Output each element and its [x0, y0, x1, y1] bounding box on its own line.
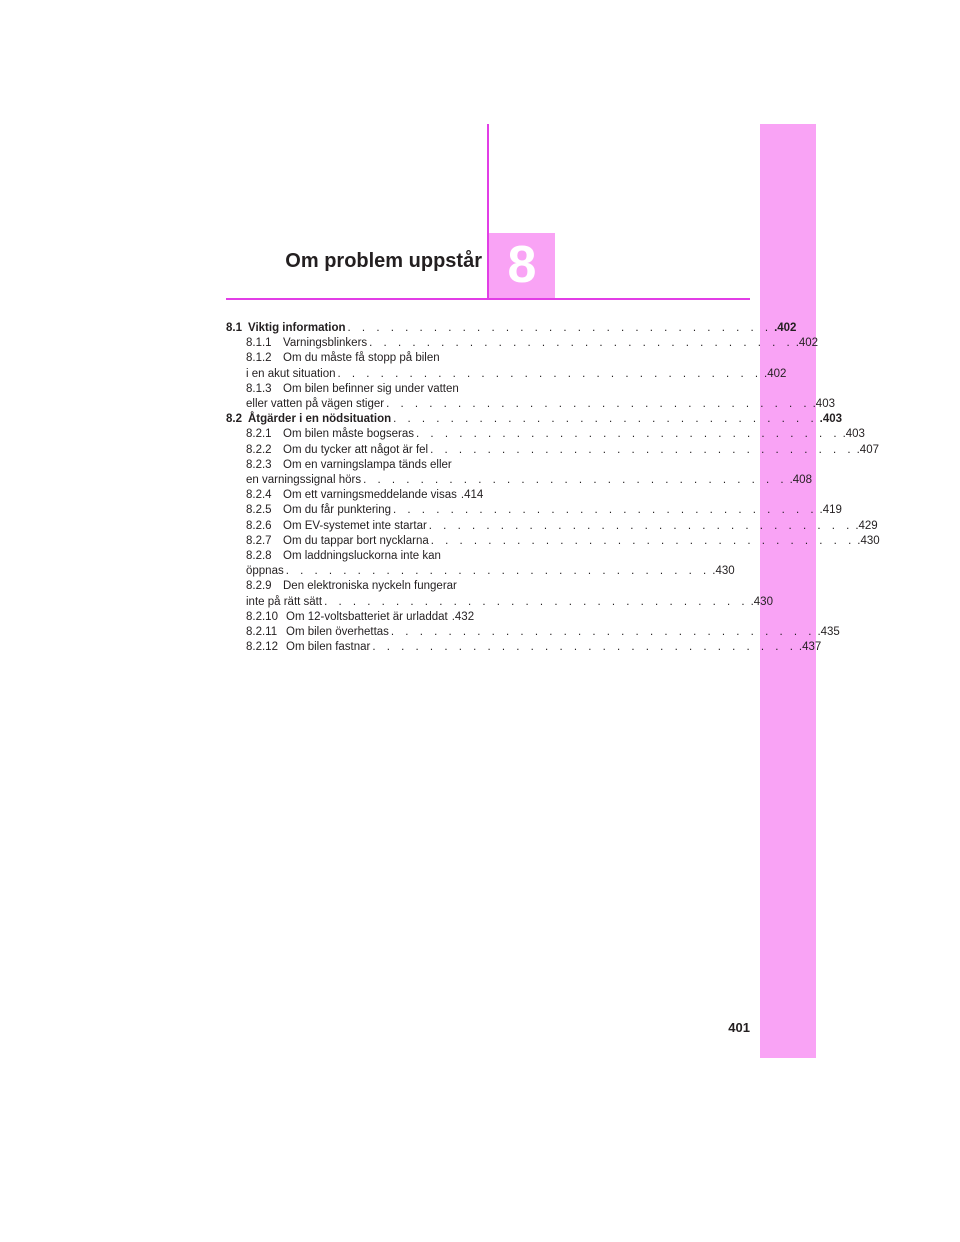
chapter-tab-strip	[760, 124, 819, 1058]
toc-entry-number: 8.2.2	[246, 443, 272, 456]
toc-entry-title: en varningssignal hörs	[246, 474, 362, 487]
toc-entry[interactable]	[226, 503, 842, 518]
toc-entry-title: Om 12-voltsbatteriet är urladdat	[286, 610, 448, 623]
toc-leader-dots: . . . . . . . . . . . . . . . . . . . . . . . . . . . . . .	[390, 626, 816, 639]
header-horizontal-rule	[226, 298, 750, 300]
toc-entry[interactable]	[226, 321, 797, 336]
toc-entry-number: 8.2.1	[246, 428, 272, 441]
toc-entry[interactable]	[226, 549, 735, 579]
toc-entry-page: .403	[812, 398, 835, 411]
toc-leader-dots: . . . . . . . . . . . . . . . . . . . . . . . . . . . . . .	[337, 367, 763, 380]
toc-entry-title: Om bilen överhettas	[286, 626, 389, 639]
toc-entry-title: Om du måste få stopp på bilen	[283, 352, 440, 365]
toc-entry-number: 8.2.7	[246, 534, 272, 547]
toc-entry-title: Om du får punktering	[283, 504, 392, 517]
toc-entry-number: 8.1.1	[246, 337, 272, 350]
toc-entry-title: Om bilen fastnar	[286, 641, 371, 654]
toc-leader-dots: . . . . . . . . . . . . . . . . . . . . . . . . . . . . . .	[324, 595, 749, 608]
toc-entry[interactable]	[226, 640, 822, 655]
toc-leader-dots: . . . . . . . . . . . . . . . . . . . . . . . . . . . . . .	[416, 428, 841, 441]
toc-entry-page: .407	[856, 443, 879, 456]
toc-leader-dots: . . . . . . . . . . . . . . . . . . . . . . . . . . . . . .	[347, 322, 773, 334]
toc-leader-dots: . . . . . . . . . . . . . . . . . . . . . . . . . . . . . .	[428, 519, 854, 532]
toc-entry-page: .402	[795, 337, 819, 350]
toc-entry-title: Varningsblinkers	[283, 337, 368, 350]
toc-entry-title: Om bilen befinner sig under vatten	[283, 382, 459, 395]
toc-leader-dots: . . . . . . . . . . . . . . . . . . . . . . . . . . . . . .	[430, 443, 855, 456]
toc-entry-page: .408	[789, 474, 812, 487]
toc-entry[interactable]	[226, 488, 484, 503]
toc-entry-title: i en akut situation	[246, 367, 336, 380]
toc-entry[interactable]	[226, 625, 840, 640]
toc-entry-number: 8.2.10	[246, 610, 278, 623]
toc-entry-number: 8.2.12	[246, 641, 278, 654]
toc-leader-dots: . . . . . . . . . . . . . . . . . . . . . . . . . . . . . .	[393, 413, 818, 426]
toc-entry-page: .430	[712, 565, 735, 578]
toc-entry-number: 8.2.3	[246, 458, 272, 471]
chapter-number-box: 8	[489, 233, 555, 298]
toc-entry-title: Om ett varningsmeddelande visas	[283, 489, 457, 502]
toc-entry[interactable]	[226, 427, 865, 442]
toc-entry-page: .402	[764, 367, 787, 380]
toc-entry-number: 8.2.5	[246, 504, 272, 517]
toc-entry[interactable]	[226, 443, 879, 458]
toc-entry[interactable]	[226, 534, 880, 549]
toc-entry[interactable]	[226, 579, 773, 609]
toc-entry-title: Viktig information	[248, 322, 346, 334]
toc-leader-dots: . . . . . . . . . . . . . . . . . . . . . . . . . . . . . .	[430, 534, 856, 547]
toc-entry-page: .437	[798, 641, 822, 654]
toc-entry-number: 8.1.2	[246, 352, 272, 365]
toc-entry[interactable]	[226, 412, 843, 427]
toc-entry-page: .414	[460, 489, 484, 502]
toc-entry-number: 8.2.9	[246, 580, 272, 593]
toc-entry-title: öppnas	[246, 565, 284, 578]
toc-entry-page: .419	[819, 504, 842, 517]
toc-entry[interactable]	[226, 458, 812, 488]
toc-entry-title: Om EV-systemet inte startar	[283, 519, 427, 532]
toc-entry[interactable]	[226, 382, 835, 412]
toc-entry[interactable]	[226, 336, 819, 351]
toc-entry-title: Om bilen måste bogseras	[283, 428, 415, 441]
toc-leader-dots: . . . . . . . . . . . . . . . . . . . . . . . . . . . . . .	[386, 398, 811, 411]
toc-entry-number: 8.2.11	[246, 626, 278, 639]
toc-entry-page: .432	[451, 610, 475, 623]
toc-entry-number: 8.2.6	[246, 519, 272, 532]
toc-entry-title: Om laddningsluckorna inte kan	[283, 550, 441, 563]
toc-leader-dots: . . . . . . . . . . . . . . . . . . . . . . . . . . . . . .	[369, 337, 794, 350]
toc-entry-title: Om du tycker att något är fel	[283, 443, 429, 456]
page-number: 401	[728, 1020, 750, 1035]
toc-leader-dots: . . . . . . . . . . . . . . . . . . . . . . . . . . . . . .	[285, 565, 711, 578]
toc-entry-title: Åtgärder i en nödsituation	[248, 413, 392, 426]
toc-entry-page: .430	[750, 595, 773, 608]
toc-entry-title: Om du tappar bort nycklarna	[283, 534, 429, 547]
toc-entry-number: 8.2.8	[246, 550, 272, 563]
toc-entry-page: .402	[774, 322, 797, 334]
toc-leader-dots: . . . . . . . . . . . . . . . . . . . . . . . . . . . . . .	[372, 641, 797, 654]
toc-entry[interactable]	[226, 519, 878, 534]
table-of-contents	[226, 321, 880, 655]
toc-entry-page: .429	[855, 519, 878, 532]
toc-entry-number: 8.2.4	[246, 489, 272, 502]
chapter-title: Om problem uppstår	[285, 250, 482, 272]
toc-leader-dots: . . . . . . . . . . . . . . . . . . . . . . . . . . . . . .	[393, 504, 818, 517]
toc-entry-number: 8.1	[226, 322, 242, 334]
toc-entry-page: .435	[817, 626, 840, 639]
toc-entry-title: inte på rätt sätt	[246, 595, 323, 608]
toc-entry-number: 8.1.3	[246, 382, 272, 395]
toc-entry-page: .403	[819, 413, 843, 426]
toc-leader-dots: . . . . . . . . . . . . . . . . . . . . . . . . . . . . . .	[363, 474, 788, 487]
toc-entry-page: .430	[857, 534, 880, 547]
toc-entry-title: Om en varningslampa tänds eller	[283, 458, 452, 471]
toc-entry-title: eller vatten på vägen stiger	[246, 398, 385, 411]
toc-entry[interactable]	[226, 610, 475, 625]
toc-entry-title: Den elektroniska nyckeln fungerar	[283, 580, 457, 593]
toc-entry-page: .403	[842, 428, 865, 441]
toc-entry[interactable]	[226, 351, 787, 381]
toc-entry-number: 8.2	[226, 413, 242, 426]
